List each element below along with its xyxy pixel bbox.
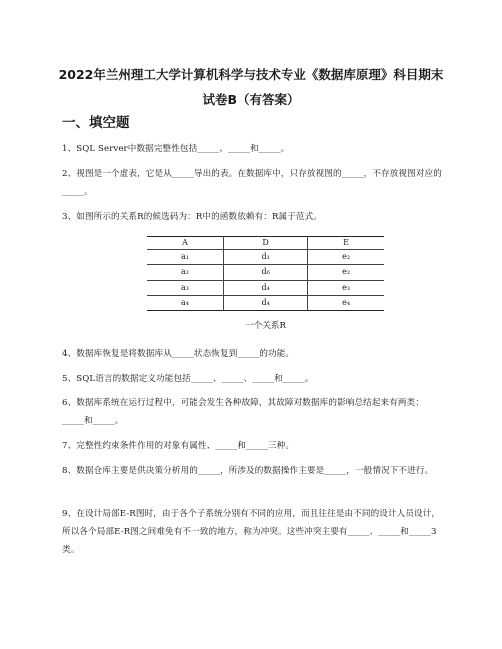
table-cell: a₂	[147, 265, 224, 280]
table-cell: d₄	[224, 280, 308, 295]
question-7: 7、完整性约束条件作用的对象有属性、_____和_____三种。	[62, 441, 295, 451]
table-row	[147, 280, 384, 295]
table-header-cell: A	[182, 238, 188, 247]
title-line-2: 试卷B（有答案）	[202, 92, 300, 107]
relation-r-table	[147, 236, 384, 311]
table-cell: e₃	[308, 280, 384, 295]
table-cell: e₂	[308, 265, 384, 280]
question-2: 2、视图是一个虚表，它是从_____导出的表。在数据库中，只存放视图的_____，不存放视图对应的_____。	[62, 169, 442, 197]
question-1: 1、SQL Server中数据完整性包括_____、_____和_____。	[62, 144, 290, 154]
table-row	[147, 295, 384, 310]
table-cell: d₄	[224, 295, 308, 310]
table-cell: a₃	[147, 280, 224, 295]
question-6: 6、数据库系统在运行过程中，可能会发生各种故障，其故障对数据库的影响总结起来有两类：_____和_____。	[62, 398, 425, 426]
table-cell: d₁	[224, 250, 308, 265]
table-cell: e₂	[308, 250, 384, 265]
table-header-row	[147, 237, 384, 250]
table-caption: 一个关系R	[245, 321, 286, 331]
table-cell: e₄	[308, 295, 384, 310]
question-5: 5、SQL语言的数据定义功能包括_____、_____、_____和_____。	[62, 374, 314, 384]
question-8: 8、数据仓库主要是供决策分析用的_____，所涉及的数据操作主要是_____，一般情况下不进行。	[62, 466, 434, 476]
table-cell: d₆	[224, 265, 308, 280]
question-9: 9、在设计局部E-R图时，由于各个子系统分别有不同的应用，而且往往是由不同的设计人员设计，所以各个局部E-R图之间难免有不一致的地方，称为冲突。这些冲突主要有_____、_____和_____3类。	[62, 509, 441, 555]
table-cell: a₄	[147, 295, 224, 310]
section-heading: 一、填空题	[62, 115, 130, 131]
table-cell: a₁	[147, 250, 224, 265]
table-row	[147, 250, 384, 265]
question-4: 4、数据库恢复是将数据库从_____状态恢复到_____的功能。	[62, 349, 295, 359]
title-line-1: 2022年兰州理工大学计算机科学与技术专业《数据库原理》科目期末	[58, 67, 444, 82]
table-header-cell: E	[308, 237, 384, 250]
table-row	[147, 265, 384, 280]
document-title	[40, 62, 462, 112]
table-header-cell: D	[224, 237, 308, 250]
question-3: 3、如图所示的关系R的候选码为：R中的函数依赖有：R属于范式。	[62, 212, 323, 222]
